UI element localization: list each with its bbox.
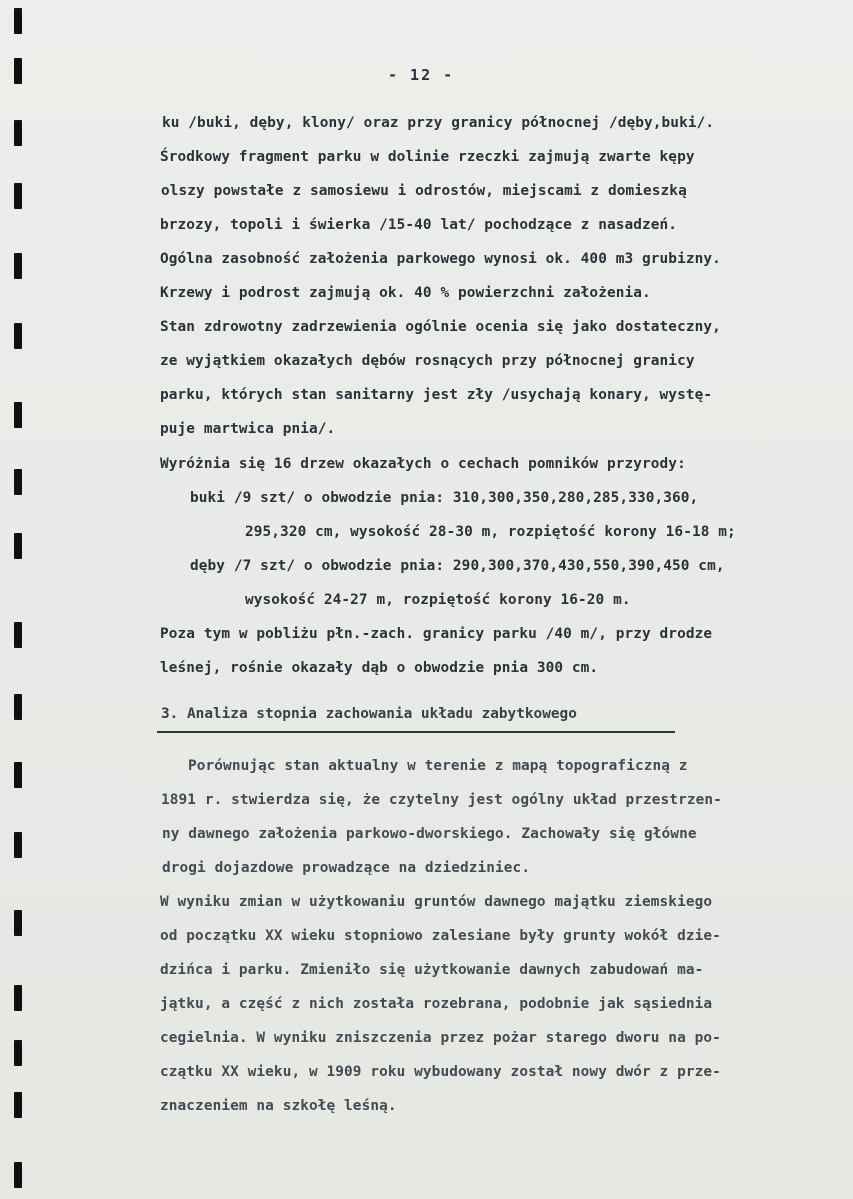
binding-mark <box>14 910 22 936</box>
text-line: ze wyjątkiem okazałych dębów rosnących przy północnej granicy <box>160 353 695 369</box>
text-line: 295,320 cm, wysokość 28-30 m, rozpiętość korony 16-18 m; <box>245 524 736 540</box>
binding-mark <box>14 253 22 279</box>
section-heading: 3. Analiza stopnia zachowania układu zabytkowego <box>161 706 577 722</box>
text-line: olszy powstałe z samosiewu i odrostów, miejscami z domieszką <box>161 183 687 199</box>
text-line: 1891 r. stwierdza się, że czytelny jest ogólny układ przestrzen- <box>161 792 722 808</box>
binding-mark <box>14 622 22 648</box>
binding-mark <box>14 694 22 720</box>
text-line: ku /buki, dęby, klony/ oraz przy granicy północnej /dęby,buki/. <box>162 115 715 131</box>
text-line: Porównując stan aktualny w terenie z mapą topograficzną z <box>188 758 688 774</box>
binding-mark <box>14 1040 22 1066</box>
text-line: Środkowy fragment parku w dolinie rzeczki zajmują zwarte kępy <box>160 149 695 165</box>
text-line: buki /9 szt/ o obwodzie pnia: 310,300,350,280,285,330,360, <box>190 490 699 506</box>
page-number: - 12 - <box>388 66 455 84</box>
text-line: znaczeniem na szkołę leśną. <box>160 1098 397 1114</box>
text-line: jątku, a część z nich została rozebrana, podobnie jak sąsiednia <box>160 996 713 1012</box>
binding-mark <box>14 533 22 559</box>
binding-mark <box>14 985 22 1011</box>
text-line: drogi dojazdowe prowadzące na dziedziniec. <box>162 860 531 876</box>
binding-mark <box>14 402 22 428</box>
binding-mark <box>14 469 22 495</box>
heading-underline <box>157 731 675 733</box>
text-line: od początku XX wieku stopniowo zalesiane były grunty wokół dzie- <box>160 928 721 944</box>
binding-mark <box>14 8 22 34</box>
binding-mark <box>14 323 22 349</box>
binding-mark <box>14 762 22 788</box>
text-line: parku, których stan sanitarny jest zły /usychają konary, wystę- <box>160 387 713 403</box>
binding-mark <box>14 120 22 146</box>
text-line: czątku XX wieku, w 1909 roku wybudowany został nowy dwór z prze- <box>160 1064 721 1080</box>
text-line: dzińca i parku. Zmieniło się użytkowanie dawnych zabudowań ma- <box>160 962 704 978</box>
text-line: W wyniku zmian w użytkowaniu gruntów dawnego majątku ziemskiego <box>160 894 713 910</box>
text-line: cegielnia. W wyniku zniszczenia przez pożar starego dworu na po- <box>160 1030 721 1046</box>
binding-mark <box>14 1162 22 1188</box>
text-line: Stan zdrowotny zadrzewienia ogólnie ocenia się jako dostateczny, <box>160 319 721 335</box>
binding-mark <box>14 183 22 209</box>
text-line: brzozy, topoli i świerka /15-40 lat/ pochodzące z nasadzeń. <box>160 217 678 233</box>
text-line: Wyróżnia się 16 drzew okazałych o cechach pomników przyrody: <box>160 456 686 472</box>
text-line: wysokość 24-27 m, rozpiętość korony 16-20 m. <box>245 592 631 608</box>
text-line: Krzewy i podrost zajmują ok. 40 % powierzchni założenia. <box>160 285 651 301</box>
text-line: Poza tym w pobliżu płn.-zach. granicy parku /40 m/, przy drodze <box>160 626 713 642</box>
binding-mark <box>14 58 22 84</box>
text-line: dęby /7 szt/ o obwodzie pnia: 290,300,370,430,550,390,450 cm, <box>190 558 725 574</box>
text-line: Ogólna zasobność założenia parkowego wynosi ok. 400 m3 grubizny. <box>160 251 721 267</box>
text-line: puje martwica pnia/. <box>160 421 336 437</box>
text-line: ny dawnego założenia parkowo-dworskiego. Zachowały się główne <box>162 826 697 842</box>
binding-mark <box>14 832 22 858</box>
text-line: leśnej, rośnie okazały dąb o obwodzie pnia 300 cm. <box>160 660 599 676</box>
binding-mark <box>14 1092 22 1118</box>
